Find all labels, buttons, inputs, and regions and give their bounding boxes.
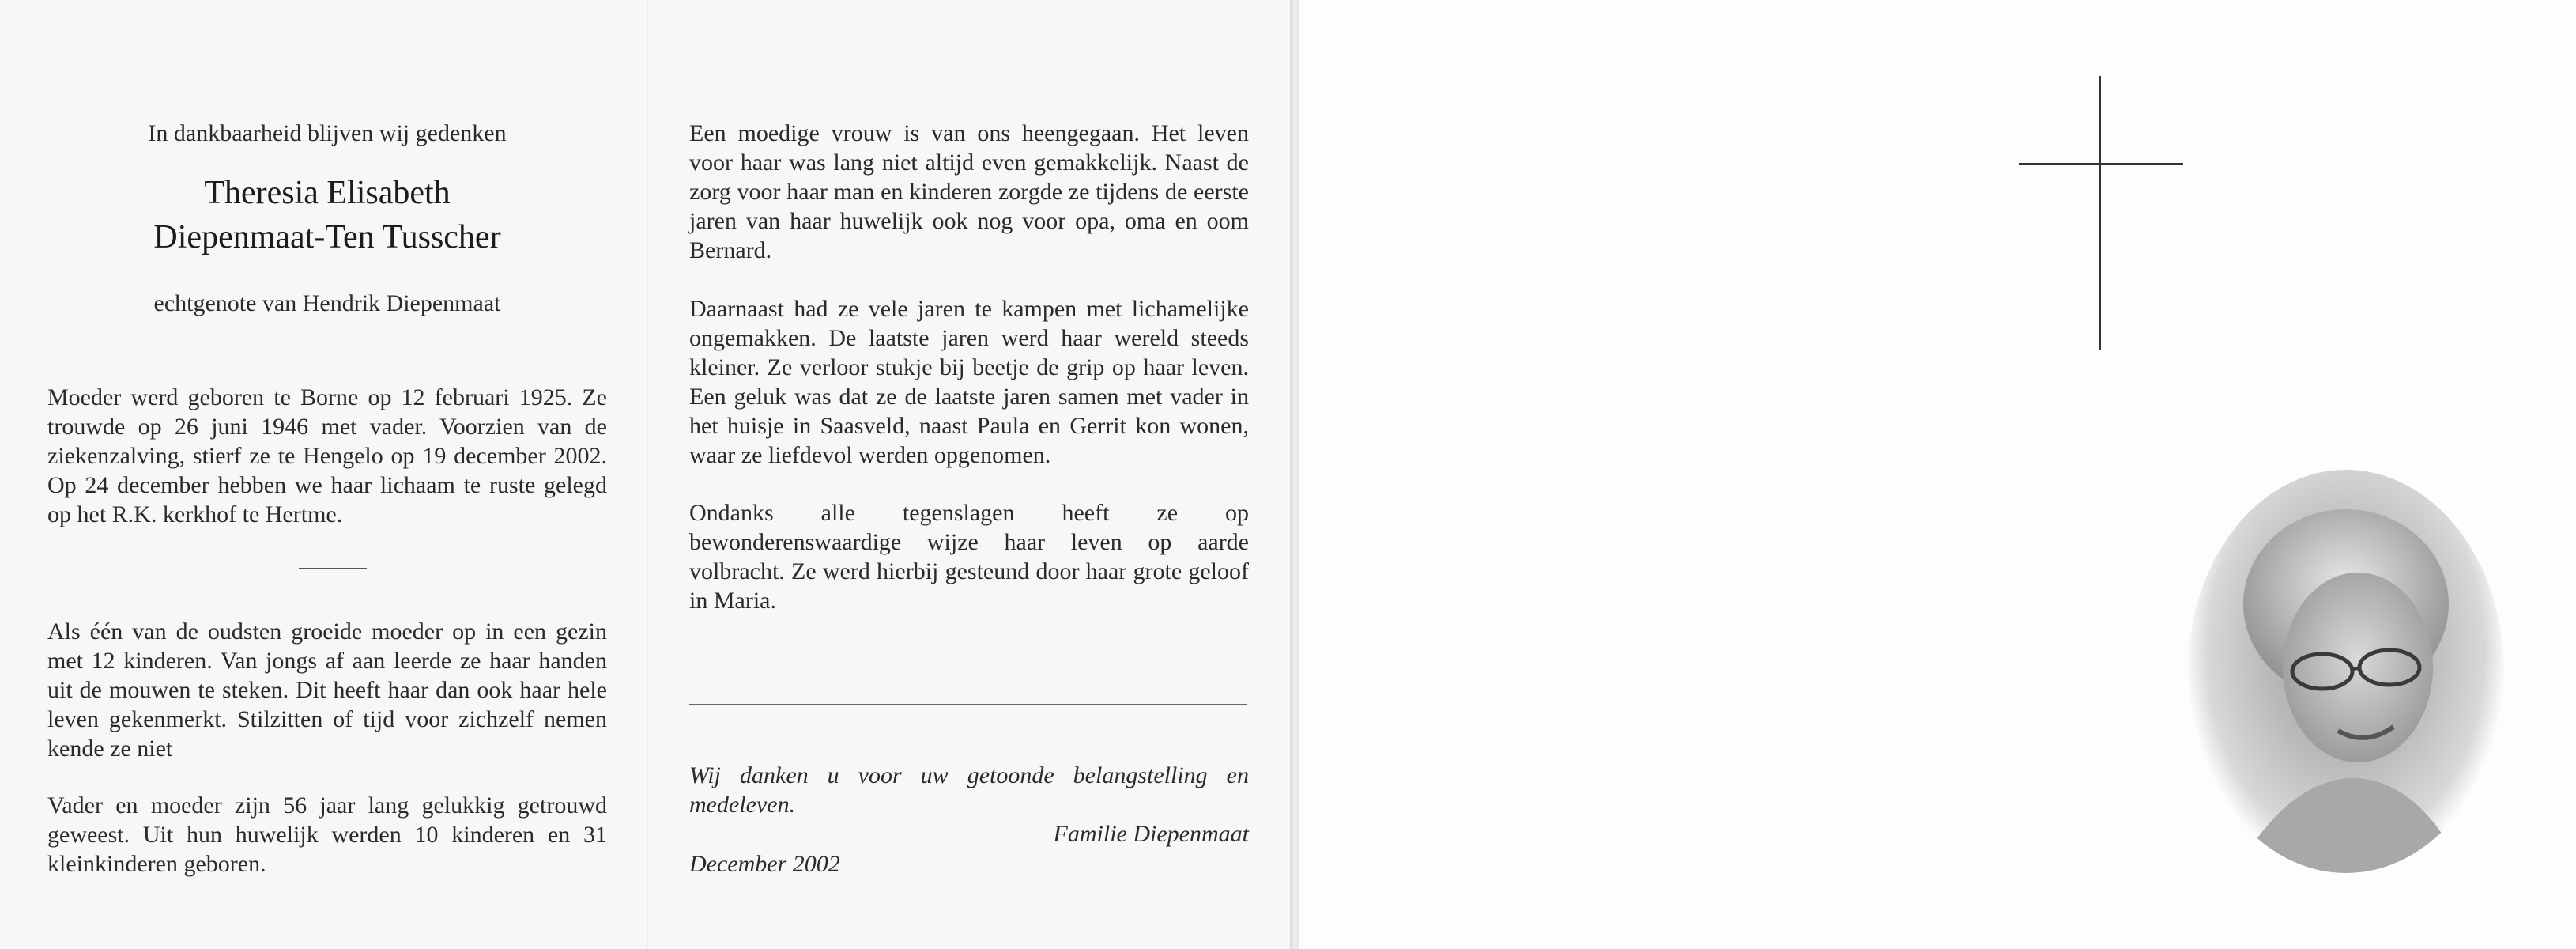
family-signature: Familie Diepenmaat: [1053, 821, 1249, 847]
thanks-note: Wij danken u voor uw getoonde belangstelling en medeleven.: [689, 762, 1249, 818]
cross-horizontal-bar: [2019, 163, 2183, 165]
portrait-illustration: [2188, 470, 2504, 873]
tribute-paragraph-2: Daarnaast had ze vele jaren te kampen met lichamelijke ongemakken. De laatste jaren werd haar wereld steeds kleiner. Ze verloor stukje bij beetje de grip op haar leven. Een geluk was dat ze de laatste jaren samen met vader in het huisje in Saasveld, naast Paula en Gerrit kon wonen, waar ze liefdevol werden opgenomen.: [689, 296, 1249, 468]
name-line-1: Theresia Elisabeth: [204, 175, 451, 211]
intro-line: In dankbaarheid blijven wij gedenken: [148, 120, 507, 146]
short-divider: [299, 568, 367, 569]
deceased-name: [47, 171, 607, 259]
tribute-paragraph-1: Een moedige vrouw is van ons heengegaan. Het leven voor haar was lang niet altijd even gemakkelijk. Naast de zorg voor haar man en kinderen zorgde ze tijdens de eerste jaren van haar huwelijk ook nog voor opa, oma en oom Bernard.: [689, 120, 1249, 263]
name-line-2: Diepenmaat-Ten Tusscher: [153, 219, 501, 255]
center-fold-line: [647, 0, 648, 949]
life-paragraph-2: Als één van de oudsten groeide moeder op in een gezin met 12 kinderen. Van jongs af aan leerde ze haar handen uit de mouwen te steken. Dit heeft haar dan ook haar hele leven gekenmerkt. Stilzitten of tijd voor zichzelf nemen kende ze niet: [47, 618, 607, 762]
cross-vertical-bar: [2099, 76, 2101, 350]
card-date: December 2002: [689, 851, 840, 877]
life-paragraph-3: Vader en moeder zijn 56 jaar lang gelukkig getrouwd geweest. Uit hun huwelijk werden 10 kinderen en 31 kleinkinderen geboren.: [47, 792, 607, 877]
tribute-paragraph-3: Ondanks alle tegenslagen heeft ze op bewonderenswaardige wijze haar leven op aarde volbracht. Ze werd hierbij gesteund door haar grote geloof in Maria.: [689, 500, 1249, 614]
portrait-photo: [2188, 470, 2504, 873]
spouse-line: echtgenote van Hendrik Diepenmaat: [153, 290, 501, 316]
long-divider: [689, 704, 1247, 705]
life-paragraph-1: Moeder werd geboren te Borne op 12 februari 1925. Ze trouwde op 26 juni 1946 met vader. Voorzien van de ziekenzalving, stierf ze te Hengelo op 19 december 2002. Op 24 december hebben we haar lichaam te ruste gelegd op het R.K. kerkhof te Hertme.: [47, 384, 607, 527]
